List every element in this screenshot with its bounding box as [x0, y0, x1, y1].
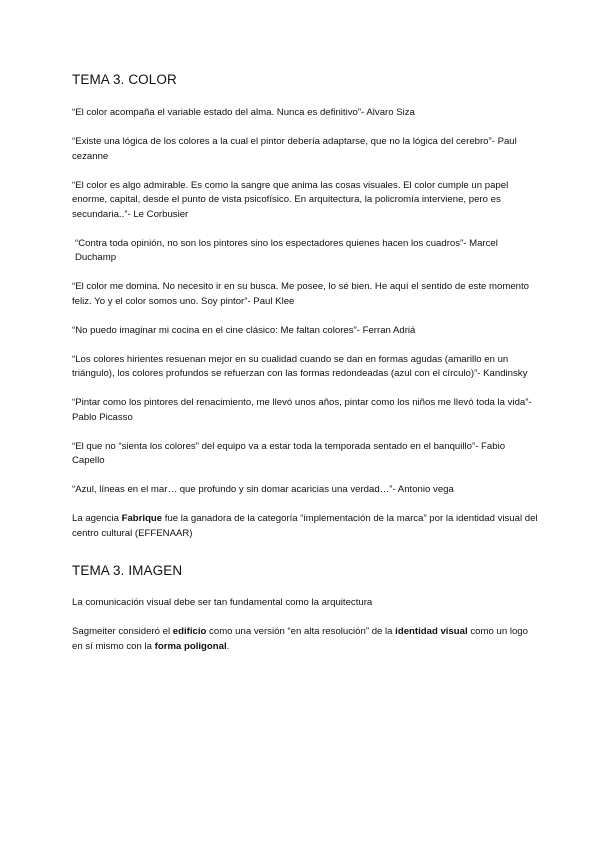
quote-capello: “El que no “sienta los colores” del equipo va a estar toda la temporada sentado en el banquillo”- Fabio Capello [72, 440, 506, 466]
intro-paragraph: La comunicación visual debe ser tan fundamental como la arquitectura [72, 597, 373, 608]
sagmeiter-bold-1: edificio [172, 626, 207, 637]
section-heading-imagen: TEMA 3. IMAGEN [72, 563, 183, 578]
sagmeiter-text-3: como un logo en sí mismo con la [72, 626, 528, 652]
quote-cezanne: “Existe una lógica de los colores a la cual el pintor debería adaptarse, que no la lógica del cerebro”- Paul cezanne [72, 136, 517, 162]
agency-name: Fabrique [121, 513, 163, 524]
quote-duchamp: “Contra toda opinión, no son los pintores sino los espectadores quienes hacen los cuadros”- Marcel Duchamp [75, 237, 498, 263]
quote-vega: “Azul, líneas en el mar… que profundo y sin domar acaricias una verdad…”- Antonio vega [72, 484, 454, 495]
quote-le-corbusier: “El color es algo admirable. Es como la sangre que anima las cosas visuales. El color cumple un papel enorme, capital, desde el punto de vista psicofísico. En arquitectura, la policromía interviene, pero es secundaria..”- Le Corbusier [72, 179, 509, 220]
quote-klee: “El color me domina. No necesito ir en su busca. Me posee, lo sé bien. He aquí el sentido de este momento feliz. Yo y el color somos uno. Soy pintor”- Paul Klee [72, 281, 530, 307]
quote-kandinsky: “Los colores hirientes resuenan mejor en su cualidad cuando se dan en formas agudas (amarillo en un triángulo), los colores profundos se refuerzan con las formas redondeadas (azul con el círculo)”- Kandinsky [72, 353, 528, 379]
sagmeiter-bold-3: forma poligonal [154, 640, 227, 652]
sagmeiter-text-4: . [226, 640, 230, 652]
sagmeiter-paragraph [72, 625, 538, 654]
quote-picasso: “Pintar como los pintores del renacimiento, me llevó unos años, pintar como los niños me llevó toda la vida”- Pablo Picasso [72, 397, 532, 423]
sagmeiter-bold-2: identidad visual [395, 626, 468, 637]
quote-adria: “No puedo imaginar mi cocina en el cine clásico: Me faltan colores”- Ferran Adriá [72, 324, 416, 336]
agency-paragraph [72, 512, 538, 541]
sagmeiter-text-2: como una versión “en alta resolución” de la [206, 626, 396, 637]
agency-text-pre: La agencia [72, 513, 122, 524]
section-heading-color: TEMA 3. COLOR [72, 72, 177, 87]
quote-siza: “El color acompaña el variable estado del alma. Nunca es definitivo”- Alvaro Siza [72, 107, 415, 118]
agency-text-post: fue la ganadora de la categoría “implementación de la marca” por la identidad visual del centro cultural (EFFENAAR) [72, 513, 538, 539]
sagmeiter-text-1: Sagmeiter consideró el [72, 626, 173, 637]
